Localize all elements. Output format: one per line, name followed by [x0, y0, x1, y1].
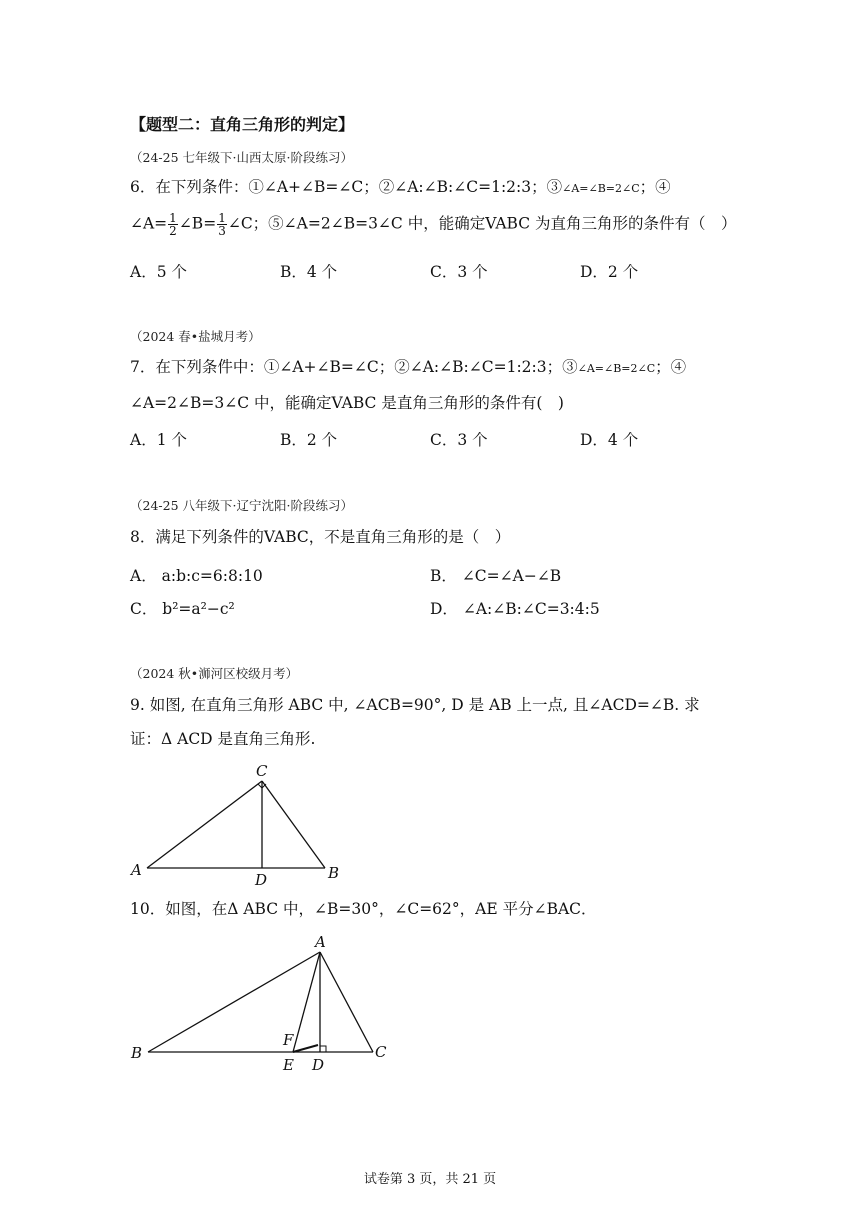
segment-ef [293, 1045, 318, 1052]
side-ba [148, 952, 320, 1052]
fraction-numerator: 1 [218, 211, 226, 225]
q6-line2-c: ∠C；⑤∠A=2∠B=3∠C 中，能确定VABC 为直角三角形的条件有（ ） [227, 214, 737, 233]
side-ac [320, 952, 373, 1052]
q10-line1: 10．如图，在Δ ABC 中，∠B=30°，∠C=62°，AE 平分∠BAC． [130, 900, 597, 918]
q6-line1-text: 6．在下列条件：①∠A+∠B=∠C；②∠A:∠B:∠C=1:2:3；③ [130, 178, 563, 196]
q7-line1-small: ∠A=∠B=2∠C [577, 362, 656, 375]
q6-option-b[interactable]: B．4 个 [280, 263, 338, 281]
q9-line1: 9. 如图, 在直角三角形 ABC 中, ∠ACB=90°, D 是 AB 上一点, 且∠ACD=∠B. 求 [130, 696, 700, 714]
q7-line2: ∠A=2∠B=3∠C 中，能确定VABC 是直角三角形的条件有( ) [130, 394, 564, 412]
q9-source: （2024 秋•浉河区校级月考） [130, 666, 299, 681]
q6-line2 [130, 212, 737, 237]
label-d: D [255, 871, 268, 888]
q8-option-c[interactable]: C． b²=a²−c² [130, 600, 235, 618]
q6-source: （24-25 七年级下·山西太原·阶段练习） [130, 150, 353, 165]
side-ac [147, 781, 262, 868]
q6-line1 [130, 180, 671, 196]
label-b: B [328, 864, 340, 882]
q8-option-d[interactable]: D． ∠A:∠B:∠C=3:4:5 [430, 600, 600, 618]
right-angle-mark [320, 1046, 326, 1052]
q7-line1-text: 7．在下列条件中：①∠A+∠B=∠C；②∠A:∠B:∠C=1:2:3；③ [130, 358, 578, 376]
q8-option-b[interactable]: B． ∠C=∠A−∠B [430, 567, 562, 585]
q7-option-d[interactable]: D．4 个 [580, 431, 639, 449]
q7-line1 [130, 360, 686, 376]
q7-option-b[interactable]: B．2 个 [280, 431, 338, 449]
label-f: F [283, 1031, 294, 1049]
q6-line1-end: ；④ [639, 178, 671, 196]
fraction-denominator: 3 [218, 224, 226, 238]
q6-line1-small: ∠A=∠B=2∠C [562, 182, 640, 195]
q8-option-a[interactable]: A． a:b:c=6:8:10 [130, 567, 263, 585]
label-e: E [283, 1056, 294, 1074]
bisector-ae [293, 952, 320, 1052]
q6-line2-b: ∠B= [178, 214, 217, 233]
label-c: C [375, 1043, 387, 1061]
fraction-half [168, 212, 178, 237]
page-footer: 试卷第 3 页，共 21 页 [363, 1172, 497, 1187]
label-d: D [312, 1056, 325, 1074]
q7-option-c[interactable]: C．3 个 [430, 431, 488, 449]
label-c: C [256, 762, 268, 780]
q6-line2-a: ∠A= [130, 214, 168, 233]
q6-option-a[interactable]: A．5 个 [130, 263, 187, 281]
q7-line1-end: ；④ [655, 358, 687, 376]
q7-source: （2024 春•盐城月考） [130, 329, 261, 344]
q9-line2: 证：Δ ACD 是直角三角形. [130, 730, 316, 748]
side-cb [262, 781, 325, 868]
q6-option-d[interactable]: D．2 个 [580, 263, 639, 281]
q7-option-a[interactable]: A．1 个 [130, 431, 187, 449]
label-b: B [131, 1044, 143, 1062]
fraction-third [217, 212, 227, 237]
fraction-denominator: 2 [169, 224, 177, 238]
q8-source: （24-25 八年级下·辽宁沈阳·阶段练习） [130, 498, 353, 513]
section-heading: 【题型二：直角三角形的判定】 [130, 115, 355, 134]
q9-figure [125, 760, 355, 888]
label-a: A [131, 861, 142, 879]
q8-line1: 8．满足下列条件的VABC，不是直角三角形的是（ ） [130, 528, 511, 546]
q10-figure [125, 930, 405, 1080]
q6-option-c[interactable]: C．3 个 [430, 263, 488, 281]
fraction-numerator: 1 [169, 211, 177, 225]
label-a: A [315, 933, 326, 951]
